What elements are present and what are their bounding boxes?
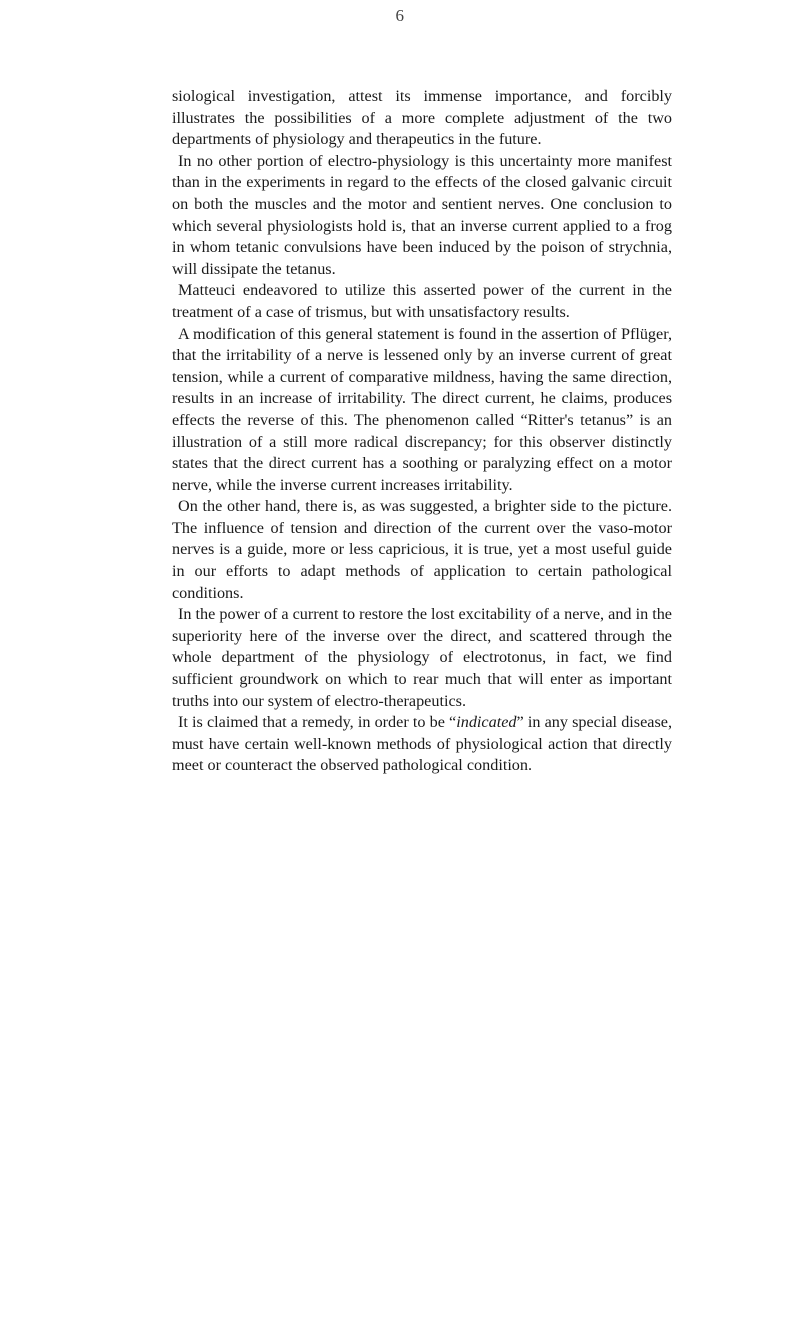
paragraph-5: On the other hand, there is, as was suggested, a brighter side to the picture. The influence of tension and direction of the current over the vaso-motor nerves is a guide, more or less capricious, it is true, yet a most useful guide in our efforts to adapt methods of application to certain pathological conditions. bbox=[172, 497, 672, 602]
page-number: 6 bbox=[395, 6, 405, 25]
paragraph-4: A modification of this general statement is found in the assertion of Pflüger, that the irritability of a nerve is lessened only by an inverse current of great tension, while a current of comparative mildness, having the same direction, results in an increase of irritability. The direct current, he claims, produces effects the reverse of this. The phenomenon called “Ritter's tetanus” is an illustration of a still more radical discrepancy; for this observer distinctly states that the direct current has a soothing or paralyzing effect on a motor nerve, while the inverse current increases irritability. bbox=[172, 324, 672, 494]
paragraph-2: In no other portion of electro-physiology is this uncertainty more manifest than in the experiments in regard to the effects of the closed galvanic circuit on both the muscles and the motor and sentient nerves. One conclusion to which several physiologists hold is, that an inverse current applied to a frog in whom tetanic convulsions have been induced by the poison of strychnia, will dissipate the tetanus. bbox=[172, 151, 672, 278]
paragraph-3: Matteuci endeavored to utilize this asserted power of the current in the treatment of a case of trismus, but with unsatisfactory results. bbox=[172, 281, 672, 321]
body-text bbox=[172, 86, 672, 777]
paragraph-6: In the power of a current to restore the lost excitability of a nerve, and in the superiority here of the inverse over the direct, and scattered through the whole department of the physiology of electrotonus, in fact, we find sufficient groundwork on which to rear much that will enter as important truths into our system of electro-therapeutics. bbox=[172, 605, 672, 710]
paragraph-1: siological investigation, attest its immense importance, and forcibly illustrates the possibilities of a more complete adjustment of the two departments of physiology and therapeutics in the future. bbox=[172, 87, 672, 149]
paragraph-7-end: ” in any special disease, must have certain well-known methods of physiological action that directly meet or counteract the observed pathological condition. bbox=[172, 713, 672, 775]
emphasized-word: indicated bbox=[456, 713, 517, 732]
paragraph-7 bbox=[172, 712, 672, 777]
paragraph-7-start: It is claimed that a remedy, in order to be “ bbox=[178, 713, 457, 732]
